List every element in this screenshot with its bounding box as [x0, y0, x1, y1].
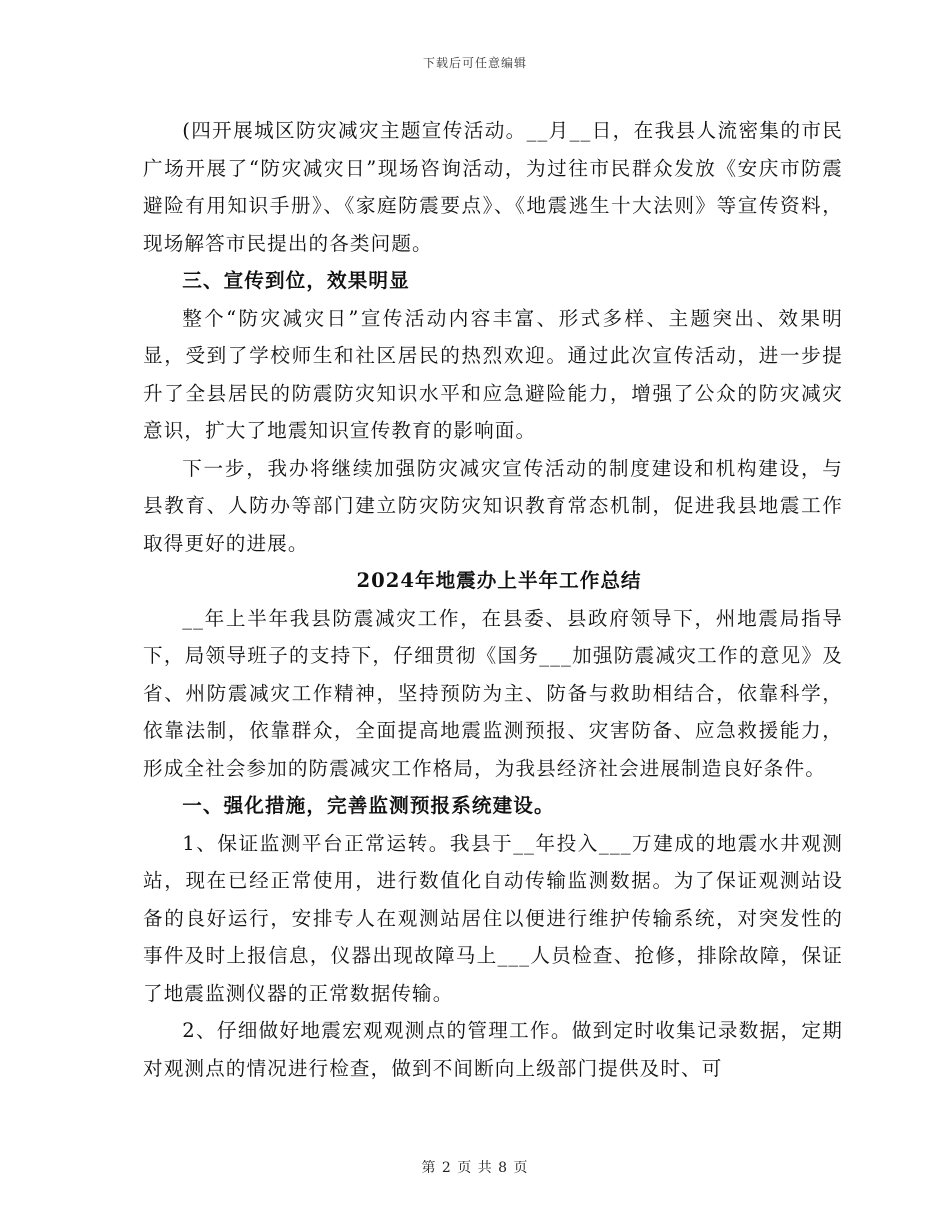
- paragraph-2: 整个“防灾减灾日”宣传活动内容丰富、形式多样、主题突出、效果明显，受到了学校师生和社区居民的热烈欢迎。通过此次宣传活动，进一步提升了全县居民的防震防灾知识水平和应急避险能力，增强了公众的防灾减灾意识，扩大了地震知识宣传教育的影响面。: [143, 306, 843, 442]
- document-title: 2024年地震办上半年工作总结: [356, 569, 642, 592]
- section-heading-3: 三、宣传到位，效果明显: [182, 269, 410, 292]
- paragraph-1: (四开展城区防灾减灾主题宣传活动。__月__日，在我县人流密集的市民广场开展了“防灾减灾日”现场咨询活动，为过往市民群众发放《安庆市防震避险有用知识手册》、《家庭防震要点》、《地震逃生十大法则》等宣传资料，现场解答市民提出的各类问题。: [143, 119, 843, 255]
- paragraph-4: __年上半年我县防震减灾工作，在县委、县政府领导下，州地震局指导下，局领导班子的支持下，仔细贯彻《国务___加强防震减灾工作的意见》及省、州防震减灾工作精神，坚持预防为主、防备与救助相结合，依靠科学，依靠法制，依靠群众，全面提高地震监测预报、灾害防备、应急救援能力，形成全社会参加的防震减灾工作格局，为我县经济社会进展制造良好条件。: [143, 606, 843, 780]
- header-note: 下载后可任意编辑: [422, 56, 527, 70]
- section-heading-1: 一、强化措施，完善监测预报系统建设。: [182, 794, 555, 817]
- paragraph-5: 1、保证监测平台正常运转。我县于__年投入___万建成的地震水井观测站，现在已经正常使用，进行数值化自动传输监测数据。为了保证观测站设备的良好运行，安排专人在观测站居住以便进行维护传输系统，对突发性的事件及时上报信息，仪器出现故障马上___人员检查、抢修，排除故障，保证了地震监测仪器的正常数据传输。: [143, 831, 843, 1005]
- paragraph-3: 下一步，我办将继续加强防灾减灾宣传活动的制度建设和机构建设，与县教育、人防办等部门建立防灾防灾知识教育常态机制，促进我县地震工作取得更好的进展。: [143, 456, 843, 555]
- document-body: [143, 112, 843, 1087]
- page-number: 第 2 页 共 8 页: [421, 1160, 529, 1176]
- paragraph-6: 2、仔细做好地震宏观观测点的管理工作。做到定时收集记录数据，定期对观测点的情况进行检查，做到不间断向上级部门提供及时、可: [143, 1019, 843, 1080]
